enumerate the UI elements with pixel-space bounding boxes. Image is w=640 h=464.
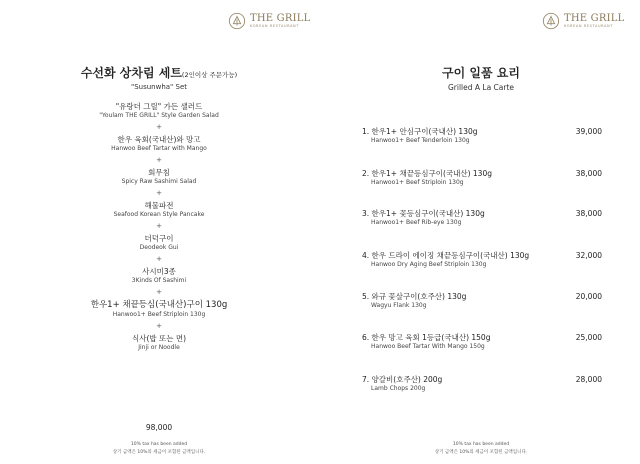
tax-note-ko: 상기 금액은 10%의 세금이 포함된 금액입니다.	[434, 450, 528, 455]
course-separator: +	[156, 222, 162, 230]
menu-item-price: 38,000	[575, 209, 602, 218]
set-menu-title-en: "Susunwha" Set	[130, 83, 187, 91]
logo-subtitle: KOREAN RESTAURANT	[250, 23, 299, 28]
tax-note-ko: 상기 금액은 10%의 세금이 포함된 금액입니다.	[112, 450, 206, 455]
course-name-ko: 사시미3종	[142, 267, 176, 276]
course-separator: +	[156, 123, 162, 131]
course-name-en: Spicy Raw Sashimi Salad	[121, 178, 197, 185]
course-name-ko: "유랑더 그릴" 가든 샐러드	[115, 102, 203, 111]
course-name-en: Hanwoo1+ Beef Striploin 130g	[112, 311, 206, 318]
restaurant-logo	[542, 12, 624, 30]
course-list	[0, 102, 318, 352]
course-name-en: Jinji or Noodle	[138, 344, 180, 351]
menu-item	[362, 209, 602, 227]
set-price: 98,000	[145, 423, 173, 432]
tax-note-en: 10% tax has been added	[452, 442, 510, 447]
menu-item	[362, 333, 602, 351]
course-name-en: Seafood Korean Style Pancake	[113, 211, 205, 218]
menu-item-price: 28,000	[575, 375, 602, 384]
course-item	[0, 267, 318, 285]
menu-item-name-ko: 2. 한우1+ 채끝등심구이(국내산) 130g	[362, 169, 492, 178]
course-name-en: 3Kinds Of Sashimi	[131, 277, 187, 284]
restaurant-logo	[228, 12, 310, 30]
course-name-ko: 한우 육회(국내산)와 망고	[117, 135, 201, 144]
menu-item	[362, 127, 602, 145]
course-separator: +	[156, 156, 162, 164]
logo-emblem-icon	[228, 12, 246, 30]
course-name-ko: 회무침	[148, 168, 170, 177]
grill-menu-header	[322, 64, 640, 92]
logo-emblem-icon	[542, 12, 560, 30]
course-item	[0, 334, 318, 352]
set-title-note: (2인이상 주문가능)	[181, 71, 238, 79]
set-title-text: 수선화 상차림 세트	[80, 66, 182, 80]
set-menu-title	[0, 64, 318, 81]
course-item	[0, 135, 318, 153]
course-name-en: "Youlam THE GRILL" Style Garden Salad	[99, 112, 219, 119]
menu-item	[362, 169, 602, 187]
menu-item-name-ko: 1. 한우1+ 안심구이(국내산) 130g	[362, 127, 478, 136]
logo-name: THE GRILL	[250, 12, 311, 24]
menu-item	[362, 292, 602, 310]
course-name-en: Deodeok Gui	[139, 244, 179, 251]
grill-menu-page	[322, 0, 640, 464]
course-separator: +	[156, 322, 162, 330]
course-name-ko: 더덕구이	[144, 234, 174, 243]
course-separator: +	[156, 288, 162, 296]
menu-item-name-ko: 7. 양갈비(호주산) 200g	[362, 375, 443, 384]
menu-item-name-en: Lamb Chops 200g	[371, 385, 426, 392]
set-menu-header	[0, 64, 318, 91]
menu-item-price: 32,000	[575, 251, 602, 260]
menu-item-price: 25,000	[575, 333, 602, 342]
course-item	[0, 201, 318, 219]
course-name-ko: 해물파전	[144, 201, 174, 210]
course-separator: +	[156, 255, 162, 263]
menu-item-name-ko: 3. 한우1+ 꽃등심구이(국내산) 130g	[362, 209, 485, 218]
course-item	[0, 102, 318, 120]
set-menu-page	[0, 0, 318, 464]
course-item	[0, 300, 318, 319]
menu-item-name-ko: 5. 와규 꽃살구이(호주산) 130g	[362, 292, 467, 301]
course-name-ko: 한우1+ 채끝등심(국내산)구이 130g	[90, 300, 228, 310]
menu-item-name-en: Wagyu Flank 130g	[371, 302, 427, 309]
menu-item-name-en: Hanwoo1+ Beef Tenderloin 130g	[371, 137, 470, 144]
menu-item-name-en: Hanwoo Beef Tartar With Mango 150g	[371, 343, 485, 350]
grill-menu-title-en: Grilled A La Carte	[447, 83, 515, 92]
menu-item-price: 38,000	[575, 169, 602, 178]
menu-item-name-en: Hanwoo1+ Beef Striploin 130g	[371, 179, 464, 186]
course-separator: +	[156, 189, 162, 197]
menu-item-name-en: Hanwoo1+ Beef Rib-eye 130g	[371, 219, 462, 226]
logo-name: THE GRILL	[564, 12, 625, 24]
menu-item	[362, 251, 602, 269]
course-item	[0, 234, 318, 252]
menu-item-name-ko: 6. 한우 망고 육회 1등급(국내산) 150g	[362, 333, 491, 342]
menu-item-price: 39,000	[575, 127, 602, 136]
tax-note-en: 10% tax has been added	[130, 442, 188, 447]
menu-item-name-ko: 4. 한우 드라이 에이징 채끝등심구이(국내산) 130g	[362, 251, 530, 260]
course-item	[0, 168, 318, 186]
menu-item-price: 20,000	[575, 292, 602, 301]
course-name-en: Hanwoo Beef Tartar with Mango	[111, 145, 207, 152]
logo-subtitle: KOREAN RESTAURANT	[564, 23, 613, 28]
grill-menu-title: 구이 일품 요리	[442, 66, 520, 80]
menu-item-name-en: Hanwoo Dry Aging Beef Striploin 130g	[371, 261, 487, 268]
course-name-ko: 식사(밥 또는 면)	[131, 334, 187, 343]
menu-item	[362, 375, 602, 393]
